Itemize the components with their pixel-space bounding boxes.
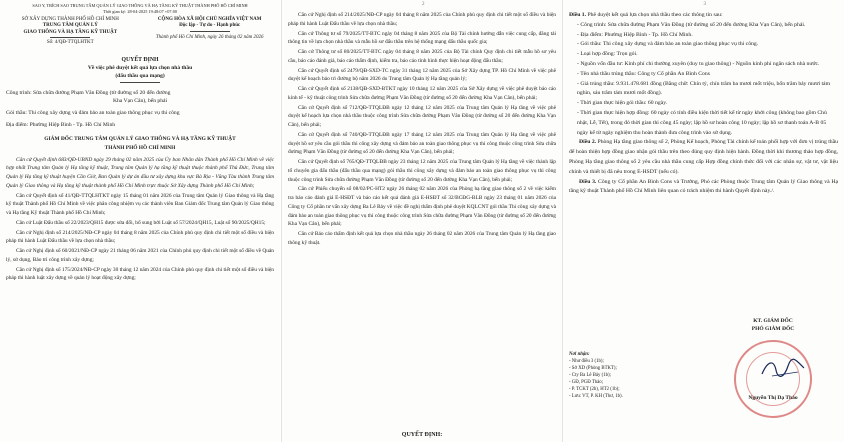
detail-location: - Địa điểm: Phường Hiệp Bình - Tp. Hồ Chí Minh. xyxy=(577,31,693,38)
recipient-item: - Sở XD (Phòng BTKT); xyxy=(569,365,617,371)
legal-basis-paragraph: Căn cứ Nghị định số 175/2024/NĐ-CP ngày 30 tháng 12 năm 2024 của Chính phủ quy định chi tiết một số điều và biện pháp thi hành luật xây dựng về quản lý hoạt động xây dựng; xyxy=(6,266,275,282)
decision-details-list xyxy=(569,21,838,139)
document-number: Số: 4/QĐ-TTQLHTKT xyxy=(46,39,94,45)
subject-line-2: (đấu thầu qua mạng) xyxy=(115,72,165,79)
detail-contract-duration: - Thời gian thực hiện hợp đồng: 60 ngày có tính điều kiện thời tiết kể từ ngày khởi công (không bao gồm Chủ nhật, Lễ, Tết), trong đó thời gian thi công 45 ngày; lập hồ sơ hoàn công 10 ngày; lập hồ sơ thanh toán A-B 05 ngày kể từ ngày nghiệm thu hoàn thành đưa công trình vào sử dụng. xyxy=(577,109,827,136)
works-line-2: Kha Vạn Cân), bến phải xyxy=(112,98,168,105)
legal-basis-paragraph: Căn cứ Phiếu chuyển số 08/02/PC-HT2 ngày 26 tháng 02 năm 2026 của Phòng hạ tầng giao thông số 2 về việc kiểm tra báo cáo đánh giá E-HSĐT và báo cáo kết quả đánh giá E-HSĐT số 32/BCĐG-BLB ngày 23 tháng 01 năm 2026 của Công ty Cổ phần tư vấn xây dựng Ba Lê Bảy về việc đề nghị thẩm định phê duyệt KQLCNT gói thầu Thi công xây dựng và đảm bảo an toàn giao thông phục vụ thi công thuộc công trình Sửa chữa đường Phạm Văn Đồng (từ đường số 20 đến đường Kha Vạn Cân), bến phải; xyxy=(288,186,556,228)
legal-basis-paragraph: Căn cứ Quyết định số 2138/QĐ-SXD-BTKT ngày 10 tháng 12 năm 2025 của Sở Xây dựng về việc phê duyệt báo cáo kinh tế - kỹ thuật công trình Sửa chữa đường Phạm Văn Đồng (từ đường số 20 đến đường Kha Vạn Cân), bến phải; xyxy=(288,86,556,101)
legal-basis-paragraph: Căn cứ Thông tư số 79/2025/TT-BTC ngày 04 tháng 8 năm 2025 của Bộ Tài chính hướng dẫn việc cung cấp, đăng tải thông tin về lựa chọn nhà thầu và mẫu hồ sơ đấu thầu trên hệ thống mạng đấu thầu quốc gia; xyxy=(288,30,556,46)
package-name: Gói thầu: Thi công xây dựng và đảm bảo an toàn giao thông phục vụ thi công xyxy=(6,110,180,117)
national-title: CỘNG HÒA XÃ HỘI CHỦ NGHĨA VIỆT NAM xyxy=(157,17,262,23)
national-motto xyxy=(145,17,274,46)
article-1-label: Điều 1. xyxy=(569,12,587,18)
article-3-label: Điều 3. xyxy=(579,178,597,185)
issuing-authority xyxy=(6,135,274,151)
document-header xyxy=(6,17,274,46)
works-line-1: Công trình: Sửa chữa đường Phạm Văn Đồng (từ đường số 20 đến đường xyxy=(6,89,171,96)
detail-package: - Gói thầu: Thi công xây dựng và đảm bảo an toàn giao thông phục vụ thi công. xyxy=(577,41,759,48)
signature-block xyxy=(708,318,838,401)
recipient-item: - P. TCKT (2b), HT2 (1b); xyxy=(569,386,620,392)
works-name xyxy=(6,89,274,106)
org-underline xyxy=(50,37,90,38)
motto: Độc lập - Tự do - Hạnh phúc xyxy=(179,23,241,29)
org-line-3: GIAO THÔNG VÀ HẠ TẦNG KỸ THUẬT xyxy=(23,29,118,35)
issuer-line-1: GIÁM ĐỐC TRUNG TÂM QUẢN LÝ GIAO THÔNG VÀ HẠ TẦNG KỸ THUẬT xyxy=(44,136,236,143)
signer-name: Nguyễn Thị Dạ Thảo xyxy=(748,395,798,402)
legal-basis-paragraph: Căn cứ Báo cáo thẩm định kết quả lựa chọn nhà thầu ngày 26 tháng 02 năm 2026 của Trung tâm Quản lý Hạ tầng giao thông kỹ thuật. xyxy=(288,231,556,246)
detail-package-duration: - Thời gian thực hiện gói thầu: 60 ngày. xyxy=(577,100,668,107)
legal-basis-paragraph: Căn cứ Thông tư số 80/2025/TT-BTC ngày 04 tháng 8 năm 2025 của Bộ Tài chính Quy định chi tiết mẫu hồ sơ yêu cầu, báo cáo đánh giá, báo cáo thẩm định, kiểm tra, báo cáo tình hình thực hiện hoạt động đấu thầu; xyxy=(288,49,556,64)
legal-basis-list xyxy=(6,156,274,284)
article-3 xyxy=(569,178,838,198)
motto-underline xyxy=(190,31,230,32)
article-2-label: Điều 2. xyxy=(579,139,597,146)
legal-basis-list xyxy=(288,11,556,248)
detail-contract-type: - Loại hợp đồng: Trọn gói. xyxy=(577,51,638,58)
legal-basis-paragraph: Căn cứ Quyết định 683/QĐ-UBND ngày 29 tháng 02 năm 2025 của Ủy ban Nhân dân Thành phố Hồ Chí Minh về việc hợp nhất Trung tâm Quản lý Hạ tầng kỹ thuật, Trung tâm Quản lý hạ tầng kỹ thuật thuộc thành phố Thủ Đức, Trung tâm Quản lý Hạ tầng kỹ thuật huyện Cần Giờ, Ban Quản lý dự án đầu tư xây dựng khu vực Bà Rịa - Vũng Tàu thành Trung tâm Quản lý Giao thông và Hạ tầng kỹ thuật thành phố Hồ Chí Minh trực thuộc Sở Xây dựng Thành phố Hồ Chí Minh; xyxy=(6,156,274,189)
decision-heading: QUYẾT ĐỊNH: xyxy=(401,432,443,438)
page-number: 3 xyxy=(703,2,706,7)
legal-basis-paragraph: Căn cứ Quyết định số 765/QĐ-TTQLĐB ngày 23 tháng 12 năm 2025 của Trung tâm Quản lý Hạ tầng về việc thành lập tổ chuyên gia đấu thầu (đấu thầu qua mạng) gói thầu thi công xây dựng và đảm bảo an toàn giao thông phục vụ thi công thuộc công trình Sửa chữa đường Phạm Văn Đồng (từ đường số 20 đến đường Kha Vạn Cân), bến phải; xyxy=(288,159,556,183)
issuing-organization xyxy=(6,17,135,46)
recipient-item: - Lưu: VT, P. KH (Thư, 1b). xyxy=(569,393,623,399)
legal-basis-paragraph: Căn cứ Luật Đấu thầu số 22/2023/QH15 được sửa đổi, bổ sung bởi Luật số 57/2024/QH15, Luật số 90/2025/QH15; xyxy=(16,219,266,226)
article-1-text: Phê duyệt kết quả lựa chọn nhà thầu theo các thông tin sau: xyxy=(587,12,723,18)
org-line-1: SỞ XÂY DỰNG THÀNH PHỐ HỒ CHÍ MINH xyxy=(21,17,119,23)
signature-time: Thời gian ký: 28-04-2025 19:48:07 +07:00 xyxy=(102,8,178,14)
legal-basis-paragraph: Căn cứ Quyết định số 740/QĐ-TTQLĐB ngày 17 tháng 12 năm 2025 của Trung tâm Quản lý Hạ tầng về việc phê duyệt hồ sơ yêu cầu gói thầu thi công xây dựng và đảm bảo an toàn giao thông phục vụ thi công thuộc công trình Sửa chữa đường Phạm Văn Đồng (từ đường số 20 đến đường Kha Vạn Cân), bến phải; xyxy=(288,131,556,156)
legal-basis-paragraph: Căn cứ Nghị định số 214/2025/NĐ-CP ngày 04 tháng 8 năm 2025 của Chính phủ quy định chi tiết một số điều và biện pháp thi hành Luật Đấu thầu về lựa chọn nhà thầu; xyxy=(6,229,274,245)
signer-role-1: KT. GIÁM ĐỐC xyxy=(753,318,793,324)
legal-basis-paragraph: Căn cứ Quyết định số 2479/QĐ-SXD-TC ngày 31 tháng 12 năm 2025 của Sở Xây dựng TP. Hồ Chí Minh về việc phê duyệt kế hoạch bảo trì đường bộ năm 2026 do Trung tâm Quản lý Hạ tầng quản lý; xyxy=(288,67,556,83)
handwritten-signature-icon xyxy=(758,356,808,382)
legal-basis-paragraph: Căn cứ Quyết định số 41/QĐ-TTQLHTKT ngày 15 tháng 01 năm 2026 của Trung tâm Quản lý Giao thông và Hạ tầng kỹ thuật Thành phố Hồ Chí Minh về việc phân công nhiệm vụ các thành viên Ban Giám đốc Trung tâm Quản lý Giao thông và Hạ tầng Kỹ thuật Thành phố Hồ Chí Minh; xyxy=(6,192,274,217)
legal-basis-paragraph: Căn cứ Nghị định số 60/2021/NĐ-CP ngày 21 tháng 06 năm 2021 của Chính phủ quy định chi tiết một số điều về Quản lý, sử dụng, Bảo trì công trình xây dựng; xyxy=(6,248,274,263)
document-type: QUYẾT ĐỊNH xyxy=(121,57,159,64)
recipient-item: - Như điều 3 (1b); xyxy=(569,358,604,364)
recipients-block xyxy=(569,352,623,401)
document-page-3 xyxy=(563,0,844,442)
digital-signature-header: SAO Y, TRÍCH SAO TRUNG TÂM QUẢN LÝ GIAO THÔNG VÀ HẠ TẦNG KỸ THUẬT THÀNH PHỐ HỒ CHÍ MINH xyxy=(32,3,248,8)
recipient-item: - GĐ, PGĐ Thảo; xyxy=(569,379,604,385)
recipients-label: Nơi nhận: xyxy=(569,352,590,357)
detail-winning-bidder: - Tên nhà thầu trúng thầu: Công ty Cổ phần An Bình Cons xyxy=(577,70,710,77)
signer-role-2: PHÓ GIÁM ĐỐC xyxy=(751,325,795,332)
article-3-text: Công ty Cổ phần An Bình Cons và Trưởng, Phó các Phòng thuộc Trung tâm Quản lý Giao thông và Hạ tầng kỹ thuật Thành phố Hồ Chí Minh liên quan có trách nhiệm thi hành Quyết định này./. xyxy=(569,178,838,195)
legal-basis-paragraph: Căn cứ Nghị định số 214/2025/NĐ-CP ngày 04 tháng 8 năm 2025 của Chính phủ quy định chi tiết một số điều và biện pháp thi hành Luật Đấu thầu về lựa chọn nhà thầu; xyxy=(288,12,556,27)
detail-winning-price: - Giá trúng thầu: 9.931.478.681 đồng (Bằng chữ: Chín tỷ, chín trăm ba mươi mốt triệu, bốn trăm bảy mươi tám nghìn, sáu trăm tám mươi mốt đồng). xyxy=(577,80,830,97)
article-2-text: Phòng Hạ tầng giao thông số 2, Phòng Kế hoạch, Phòng Tài chính kế toán phối hợp với đơn vị trúng thầu để hoàn thiện hợp đồng giao nhận gói thầu trên theo đúng quy định hiện hành. Đồng thời khi thương thảo hợp đồng, Phòng Hạ tầng giao thông số 2 yêu cầu nhà thầu cung cấp Hợp đồng chính thức đối với các nhân sự, vật tư, vật liệu chính và thiết bị đã nêu trong E-HSDT (nếu có). xyxy=(569,139,839,175)
article-2 xyxy=(569,138,838,177)
subject-line-1: Về việc phê duyệt kết quả lựa chọn nhà thầu xyxy=(87,64,193,71)
issue-date: Thành phố Hồ Chí Minh, ngày 26 tháng 02 năm 2026 xyxy=(155,34,264,40)
recipient-item: - Cty Ba Lê Bảy (1b); xyxy=(569,372,611,378)
document-page-2 xyxy=(281,0,563,442)
location: Địa điểm: Phường Hiệp Bình - Tp. Hồ Chí Minh xyxy=(6,121,116,128)
detail-funding: - Nguồn vốn đầu tư: Kinh phí chi thường xuyên (duy tu giao thông) - Nguồn kinh phí ngân sách nhà nước. xyxy=(577,60,820,67)
page-number: 2 xyxy=(422,2,425,7)
detail-works: - Công trình: Sửa chữa đường Phạm Văn Đồng (từ đường số 20 đến đường Kha Vạn Cân), bến phải. xyxy=(577,21,806,28)
subject-underline xyxy=(120,82,160,83)
article-1 xyxy=(569,11,838,21)
legal-basis-paragraph: Căn cứ Quyết định số 712/QĐ-TTQLĐB ngày 12 tháng 12 năm 2025 của Trung tâm Quản lý Hạ tầng về việc phê duyệt kế hoạch lựa chọn nhà thầu thuộc công trình Sửa chữa đường Phạm Văn Đồng (từ đường số 20 đến đường Kha Vạn Cân), bến phải; xyxy=(288,104,556,128)
issuer-line-2: THÀNH PHỐ HỒ CHÍ MINH xyxy=(104,144,176,151)
org-line-2: TRUNG TÂM QUẢN LÝ xyxy=(42,23,98,29)
document-page-1 xyxy=(0,0,280,442)
